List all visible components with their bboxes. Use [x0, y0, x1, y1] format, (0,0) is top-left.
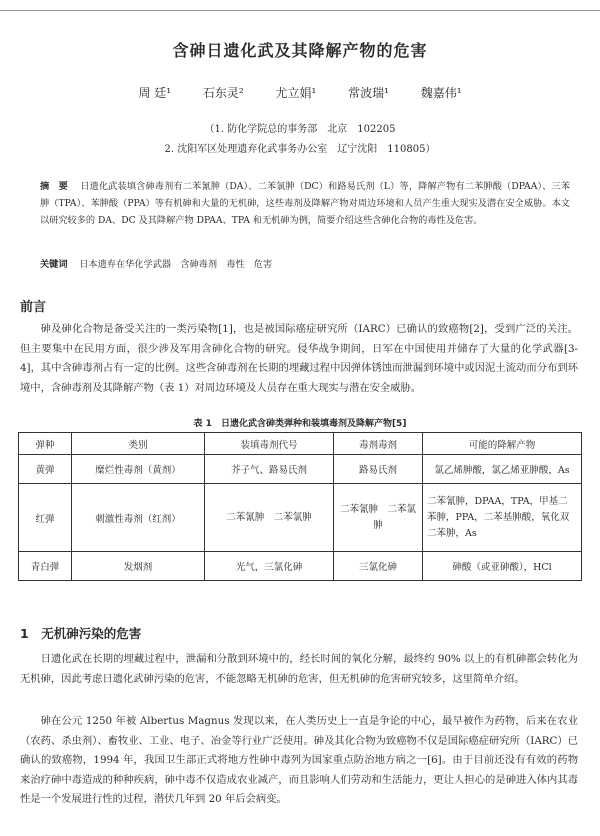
section-heading-1: 1 无机砷污染的危害 — [20, 626, 142, 641]
table-cell: 路易氏剂 — [334, 455, 423, 484]
table-header: 类别 — [72, 433, 205, 455]
table-header-row — [19, 433, 582, 455]
table-row — [19, 484, 582, 552]
table-caption: 表 1 日遗化武含砷类弹种和装填毒剂及降解产物[5] — [193, 419, 407, 429]
table-row — [19, 552, 582, 581]
author: 周 廷¹ — [138, 86, 172, 100]
keywords-text: 日本遗弃在华化学武器 含砷毒剂 毒性 危害 — [79, 259, 273, 270]
table-cell: 三氯化砷 — [334, 552, 423, 581]
keywords — [40, 256, 570, 270]
section1-paragraph-2: 砷在公元 1250 年被 Albertus Magnus 发现以来，在人类历史上一直是争论的中心，最早被作为药物，后来在农业（农药、杀虫剂）、畜牧业、工业、电子、冶金等行业广泛使用。砷及其化合物为致癌物不仅是国际癌症研究所（IARC）已确认的致癌物，1994 年，我国卫生部正式将地方性砷中毒列为国家重点防治地方病之一[6]。由于目前还没有有效的药物来治疗砷中毒造成的种种疾病，砷中毒不仅造成农业减产，而且影响人们劳动和生活能力，更让人担心的是砷进入体内其毒性是一个发展进行性的过程，潜伏几年到 20 年后会病变。 — [20, 715, 578, 805]
table-header: 装填毒剂代号 — [205, 433, 334, 455]
table-cell: 芥子气、路易氏剂 — [205, 455, 334, 484]
table-cell: 发烟剂 — [72, 552, 205, 581]
affiliation-2: 2. 沈阳军区处理遗弃化武事务办公室 辽宁沈阳 110805） — [164, 144, 436, 155]
table-cell: 二苯氰胂 二苯氯胂 — [334, 484, 423, 552]
section1-paragraph-1: 日遗化武在长期的埋藏过程中，泄漏和分散到环境中的，经长时间的氧化分解，最终约 90% 以上的有机砷都会转化为无机砷，因此考虑日遗化武砷污染的危害，不能忽略无机砷的危害，但无机砷的危害研究较多，这里简单介绍。 — [20, 653, 578, 685]
table-cell: 砷酸（或亚砷酸），HCl — [423, 552, 582, 581]
shell-agent-table — [18, 432, 582, 581]
table-cell: 光气，三氯化砷 — [205, 552, 334, 581]
table-cell: 红弹 — [19, 484, 72, 552]
author: 常波瑞¹ — [348, 86, 389, 100]
table-header: 弹种 — [19, 433, 72, 455]
affiliation-1: （1. 防化学院总的事务部 北京 102205 — [204, 124, 396, 135]
section-heading-preface: 前言 — [20, 300, 47, 315]
abstract-label: 摘 要 — [40, 181, 68, 192]
table-cell: 青白弹 — [19, 552, 72, 581]
abstract — [40, 178, 570, 229]
table-row — [19, 455, 582, 484]
table-cell: 黄弹 — [19, 455, 72, 484]
top-rule — [0, 10, 600, 11]
author: 石东灵² — [202, 86, 244, 100]
abstract-text: 日遗化武装填含砷毒剂有二苯氰胂（DA）、二苯氯胂（DC）和路易氏剂（L）等，降解产物有二苯胂酸（DPAA）、三苯胂（TPA）、苯胂酸（PPA）等有机砷和大量的无机砷，这些毒剂及降解产物对周边环境和人员产生重大现实及潜在安全威胁。本文以研究较多的 DA、DC 及其降解产物 DPAA、TPA 和无机砷为例，简要介绍这些含砷化合物的毒性及危害。 — [40, 181, 571, 226]
table-cell: 二苯氰胂 二苯氯胂 — [205, 484, 334, 552]
paper-title: 含砷日遗化武及其降解产物的危害 — [172, 41, 428, 60]
keywords-label: 关键词 — [40, 259, 68, 270]
table-header: 可能的降解产物 — [423, 433, 582, 455]
table-cell: 氯乙烯胂酸，氯乙烯亚胂酸，As — [423, 455, 582, 484]
author-list — [0, 84, 600, 101]
table-cell: 糜烂性毒剂（黄剂） — [72, 455, 205, 484]
table-cell: 刺激性毒剂（红剂） — [72, 484, 205, 552]
table-cell: 二苯氰胂，DPAA，TPA，甲基二苯胂，PPA，二苯基胂酸，氧化双二苯胂，As — [423, 484, 582, 552]
table-header: 毒剂毒剂 — [334, 433, 423, 455]
author: 魏嘉伟¹ — [420, 86, 462, 100]
author: 尤立娟¹ — [275, 86, 317, 100]
preface-paragraph: 砷及砷化合物是备受关注的一类污染物[1]，也是被国际癌症研究所（IARC）已确认的致癌物[2]，受到广泛的关注。但主要集中在民用方面，很少涉及军用含砷化合物的研究。侵华战争期间，日军在中国使用并储存了大量的化学武器[3-4]，其中含砷毒剂占有一定的比例。这些含砷毒剂在长期的埋藏过程中因弹体锈蚀而泄漏到环境中或因泥土流动而分布到环境中，含砷毒剂及其降解产物（表 1）对周边环境及人员存在重大现实与潜在安全威胁。 — [20, 323, 578, 394]
